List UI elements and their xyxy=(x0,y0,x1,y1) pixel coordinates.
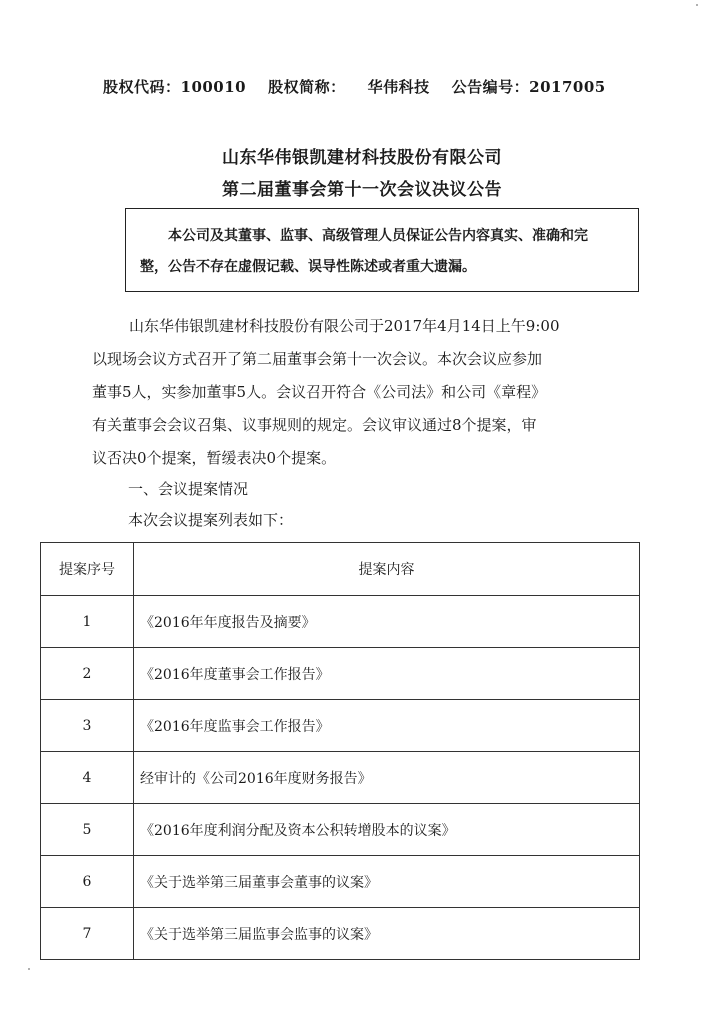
proposal-number: 2 xyxy=(41,648,134,700)
company-title: 山东华伟银凯建材科技股份有限公司 xyxy=(222,148,502,168)
proposal-content: 经审计的《公司2016年度财务报告》 xyxy=(134,752,640,804)
header-proposal-content: 提案内容 xyxy=(134,543,640,596)
proposal-content: 《2016年度监事会工作报告》 xyxy=(134,700,640,752)
table-row xyxy=(41,804,640,856)
stock-abbr-label: 股权简称： xyxy=(268,78,346,96)
guarantee-notice-box xyxy=(125,208,639,292)
scan-speck xyxy=(28,968,30,970)
proposal-content: 《关于选举第三届监事会监事的议案》 xyxy=(134,908,640,960)
proposal-table xyxy=(40,542,640,960)
table-header-row xyxy=(41,543,640,596)
proposal-content: 《2016年度利润分配及资本公积转增股本的议案》 xyxy=(134,804,640,856)
table-row xyxy=(41,596,640,648)
notice-line-2: 整，公告不存在虚假记载、误导性陈述或者重大遗漏。 xyxy=(140,259,476,275)
notice-line-1: 本公司及其董事、监事、高级管理人员保证公告内容真实、准确和完 xyxy=(168,228,588,244)
proposal-number: 4 xyxy=(41,752,134,804)
announcement-header xyxy=(103,76,606,97)
header-proposal-number: 提案序号 xyxy=(41,543,134,596)
section-heading: 一、会议提案情况 xyxy=(128,480,249,498)
table-row xyxy=(41,752,640,804)
paragraph-line: 以现场会议方式召开了第二届董事会第十一次会议。本次会议应参加 xyxy=(92,350,543,368)
proposal-content: 《2016年年度报告及摘要》 xyxy=(134,596,640,648)
announcement-title: 第二届董事会第十一次会议决议公告 xyxy=(222,180,502,200)
table-row xyxy=(41,856,640,908)
table-row xyxy=(41,908,640,960)
table-row xyxy=(41,648,640,700)
meeting-paragraph xyxy=(92,310,632,475)
proposal-content: 《关于选举第三届董事会董事的议案》 xyxy=(134,856,640,908)
proposal-number: 1 xyxy=(41,596,134,648)
proposal-number: 5 xyxy=(41,804,134,856)
paragraph-line: 山东华伟银凯建材科技股份有限公司于2017年4月14日上午9:00 xyxy=(129,317,560,335)
announcement-number: 公告编号：2017005 xyxy=(451,78,606,96)
proposal-number: 6 xyxy=(41,856,134,908)
stock-abbr-value: 华伟科技 xyxy=(367,78,430,96)
proposal-content: 《2016年度董事会工作报告》 xyxy=(134,648,640,700)
proposal-number: 7 xyxy=(41,908,134,960)
proposal-number: 3 xyxy=(41,700,134,752)
table-row xyxy=(41,700,640,752)
scan-speck xyxy=(696,4,698,6)
paragraph-line: 议否决0个提案，暂缓表决0个提案。 xyxy=(92,449,337,467)
section-intro: 本次会议提案列表如下： xyxy=(128,511,294,529)
paragraph-line: 有关董事会会议召集、议事规则的规定。会议审议通过8个提案，审 xyxy=(92,416,537,434)
paragraph-line: 董事5人，实参加董事5人。会议召开符合《公司法》和公司《章程》 xyxy=(92,383,547,401)
stock-code: 股权代码：100010 xyxy=(103,78,247,96)
